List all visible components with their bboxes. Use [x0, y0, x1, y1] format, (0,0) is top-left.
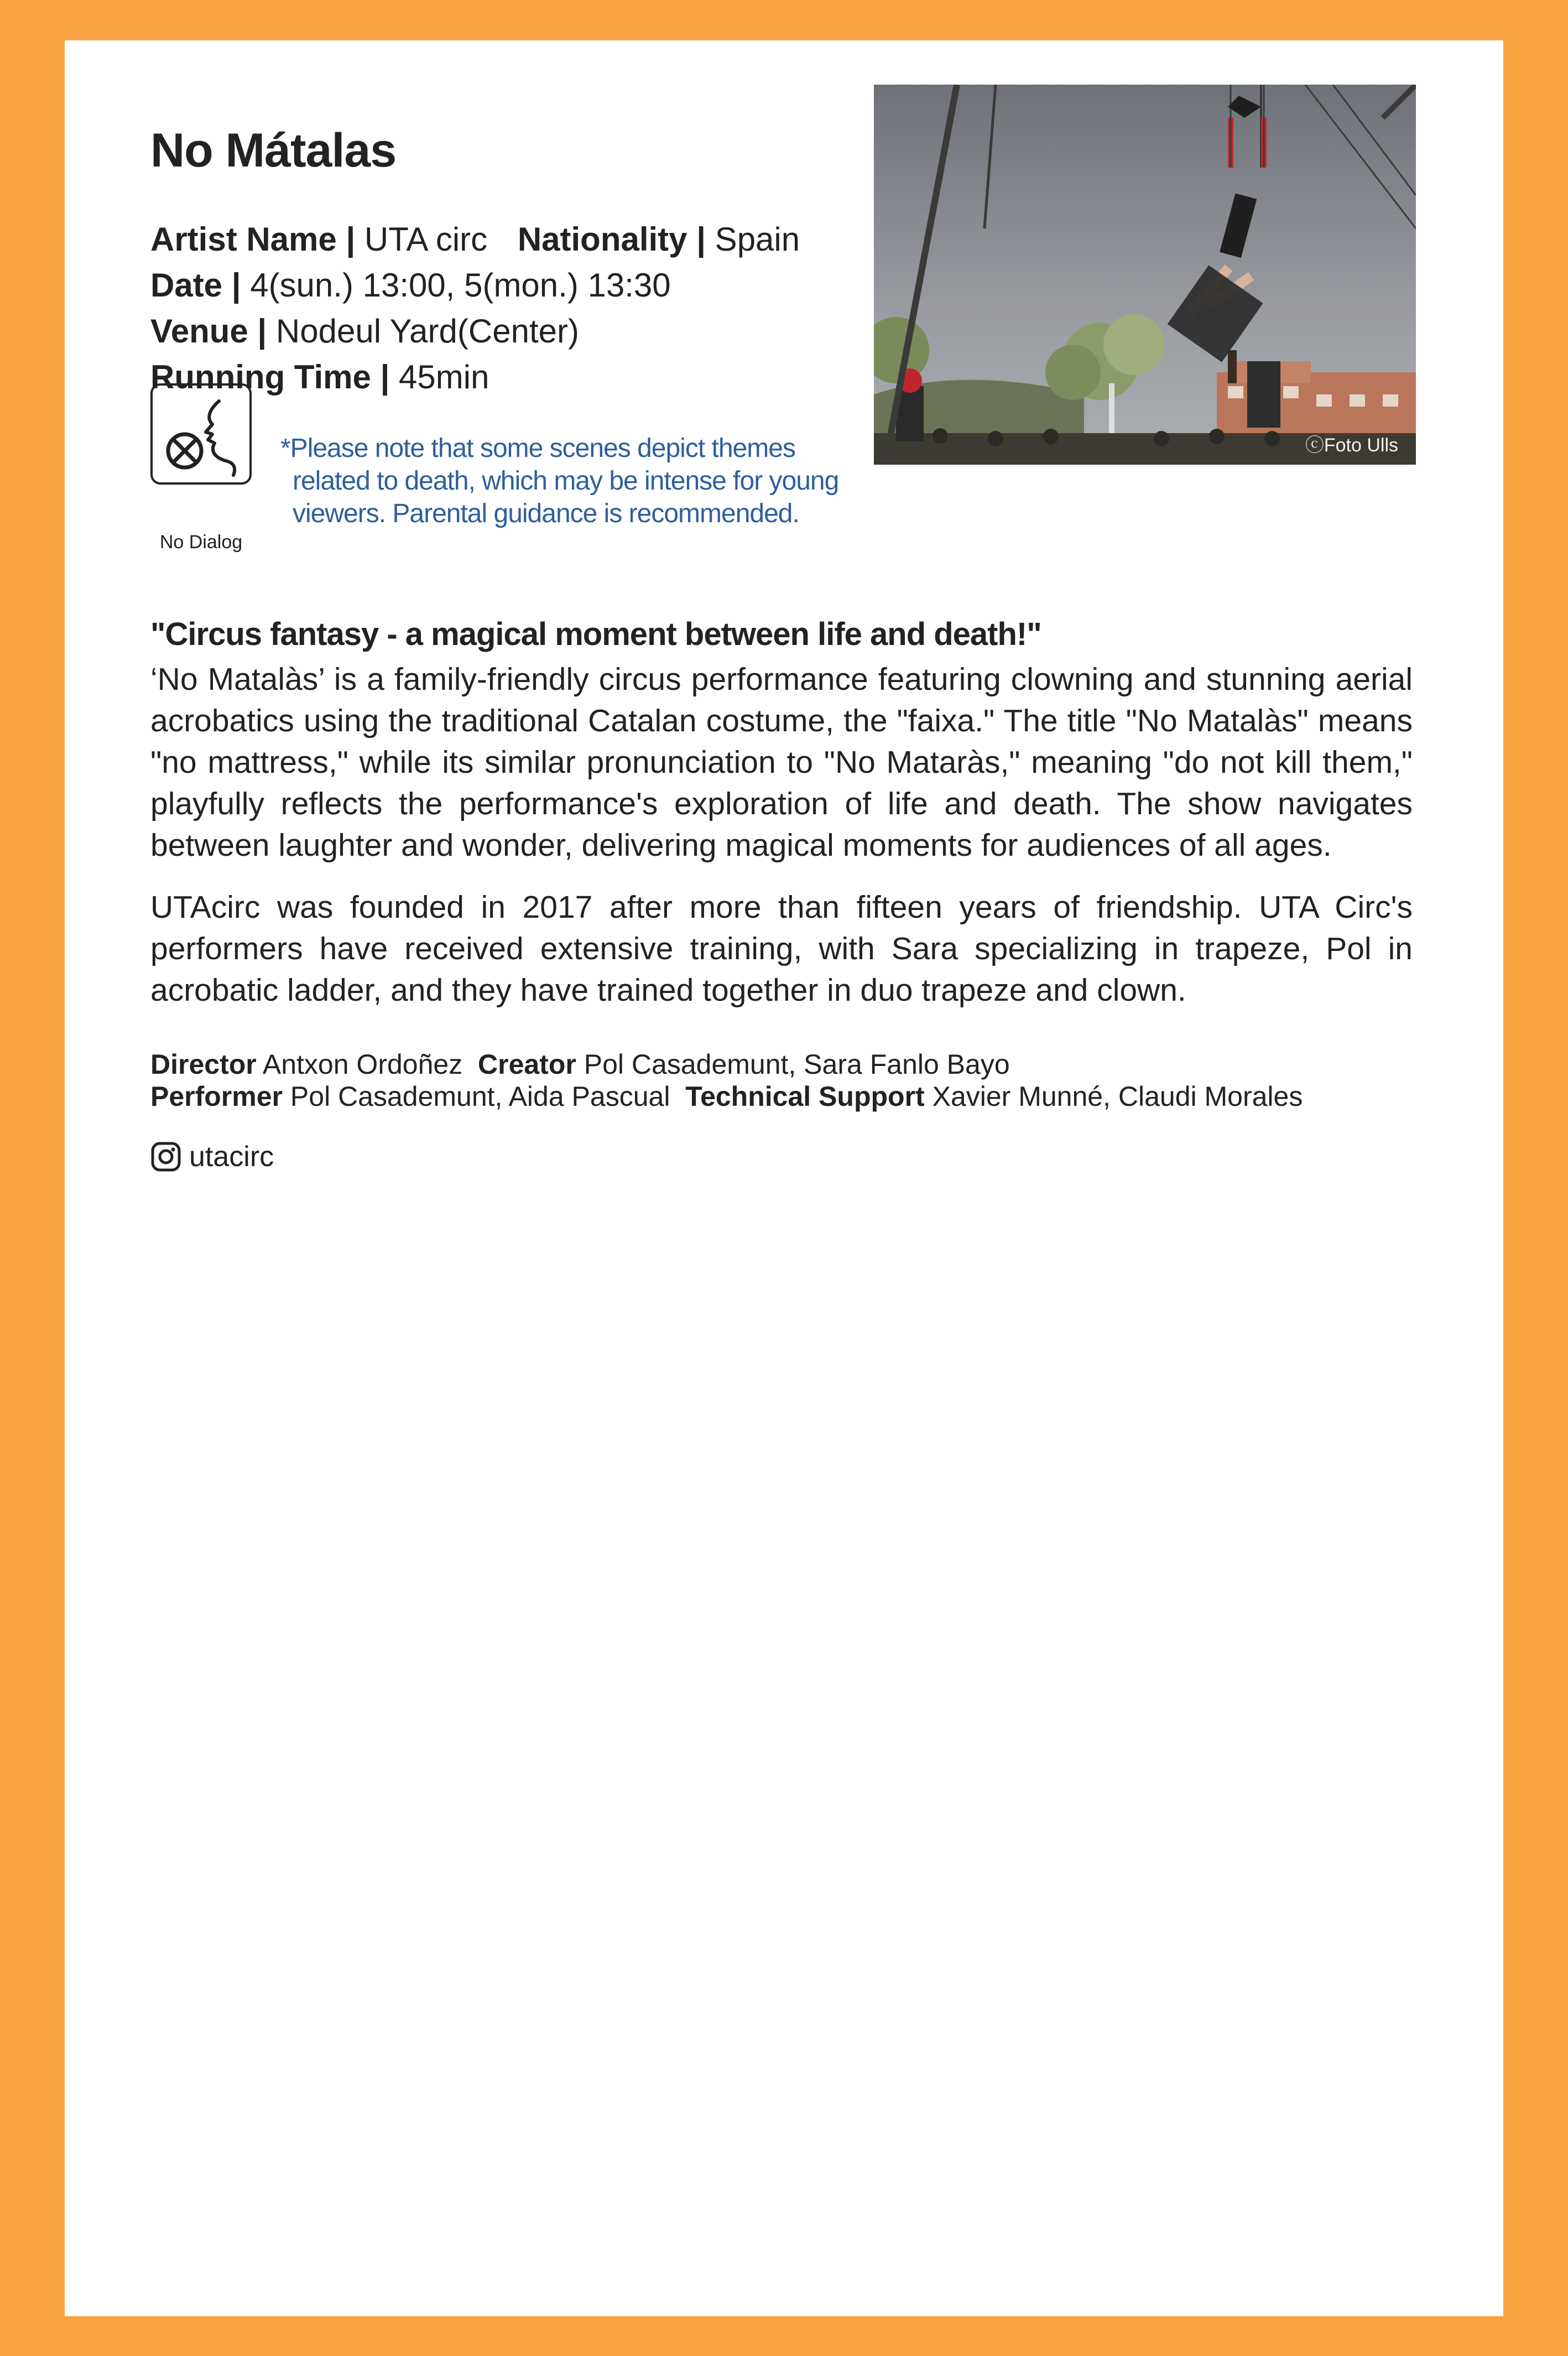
- runtime-value: 45min: [399, 358, 489, 396]
- info-row-artist: [150, 216, 800, 262]
- performer-value: Pol Casademunt, Aida Pascual: [290, 1081, 670, 1112]
- creator-label: Creator: [478, 1049, 576, 1080]
- aerial-scene-illustration: [874, 85, 1416, 465]
- separator: |: [380, 358, 390, 396]
- no-dialog-glyph: [153, 386, 249, 482]
- separator: |: [231, 267, 241, 304]
- instagram-handle[interactable]: utacirc: [189, 1141, 274, 1173]
- page-card: [65, 40, 1503, 2316]
- date-label: Date: [150, 267, 223, 304]
- page-title: No Mátalas: [150, 124, 397, 177]
- date-value: 4(sun.) 13:00, 5(mon.) 13:30: [250, 267, 671, 304]
- tech-label: Technical Support: [685, 1081, 925, 1112]
- note-line-1: *Please note that some scenes depict themes: [280, 434, 795, 463]
- credits-row-2: [150, 1080, 1303, 1112]
- no-dialog-label: No Dialog: [159, 532, 243, 553]
- tech-value: Xavier Munné, Claudi Morales: [932, 1081, 1303, 1112]
- performer-label: Performer: [150, 1081, 283, 1112]
- description-paragraph-1: ‘No Matalàs’ is a family-friendly circus performance featuring clowning and stunning aerial acrobatics using the traditional Catalan costume, the "faixa." The title "No Matalàs" means "no mattress," while its similar pronunciation to "No Mataràs," meaning "do not kill them," playfully reflects the performance's exploration of life and death. The show navigates between laughter and wonder, delivering magical moments for audiences of all ages.: [150, 662, 1413, 863]
- separator: |: [346, 221, 356, 258]
- info-row-venue: [150, 308, 800, 354]
- artist-value: UTA circ: [364, 221, 488, 258]
- credits: [150, 1048, 1303, 1112]
- no-dialog-icon: [150, 383, 252, 485]
- separator: |: [257, 313, 267, 350]
- instagram-link[interactable]: [150, 1140, 274, 1173]
- note-line-3: viewers. Parental guidance is recommended.: [293, 499, 799, 528]
- director-label: Director: [150, 1049, 257, 1080]
- instagram-icon: [150, 1141, 181, 1172]
- parental-guidance-note: [280, 432, 872, 530]
- note-line-2: related to death, which may be intense for young: [293, 466, 839, 496]
- venue-label: Venue: [150, 313, 248, 350]
- nationality-label: Nationality: [517, 221, 687, 258]
- performance-info: [150, 216, 800, 400]
- artist-label: Artist Name: [150, 221, 337, 258]
- performance-photo: [874, 85, 1416, 465]
- creator-value: Pol Casademunt, Sara Fanlo Bayo: [584, 1049, 1010, 1080]
- nationality-value: Spain: [715, 221, 800, 258]
- director-value: Antxon Ordoñez: [262, 1049, 463, 1080]
- separator: |: [696, 221, 706, 258]
- photo-credit: ⓒFoto Ulls: [1305, 435, 1398, 456]
- runtime-label: Running Time: [150, 358, 371, 396]
- description-paragraph-2: UTAcirc was founded in 2017 after more than fifteen years of friendship. UTA Circ's performers have received extensive training, with Sara specializing in trapeze, Pol in acrobatic ladder, and they have trained together in duo trapeze and clown.: [150, 890, 1413, 1008]
- credits-row-1: [150, 1048, 1303, 1080]
- venue-value: Nodeul Yard(Center): [275, 313, 579, 350]
- tagline: "Circus fantasy - a magical moment between life and death!": [150, 616, 1041, 652]
- info-row-date: [150, 262, 800, 308]
